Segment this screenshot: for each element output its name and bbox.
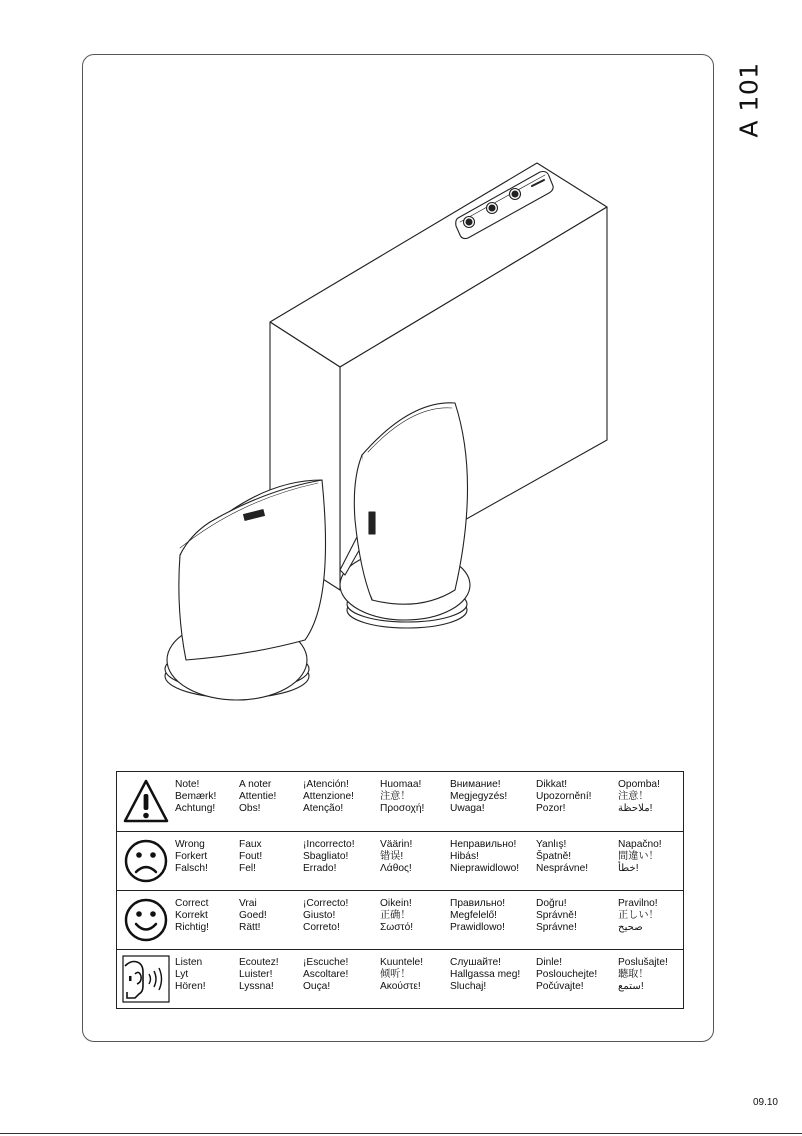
legend-cell: ¡Atención! Attenzione! Atenção! xyxy=(303,779,354,815)
legend-cell: Dinle! Poslouchejte! Počúvajte! xyxy=(536,957,598,993)
safety-legend-table xyxy=(116,771,684,1009)
legend-cell: Ecoutez! Luister! Lyssna! xyxy=(239,957,279,993)
legend-cell: Внимание! Megjegyzés! Uwaga! xyxy=(450,779,508,815)
left-speaker xyxy=(165,480,326,700)
legend-cell: Faux Fout! Fel! xyxy=(239,839,263,875)
legend-cell: Vrai Goed! Rätt! xyxy=(239,898,267,934)
legend-cell: Dikkat! Upozornění! Pozor! xyxy=(536,779,592,815)
legend-cell: Слушайте! Hallgassa meg! Sluchaj! xyxy=(450,957,521,993)
legend-row-wrong xyxy=(117,831,683,891)
legend-cell: Pravilno! 正しい！ صحيح xyxy=(618,898,659,934)
legend-cell: Opomba! 注意！ ملاحظة! xyxy=(618,779,660,815)
model-code-label: A 101 xyxy=(734,62,764,138)
warning-triangle-icon xyxy=(121,776,171,826)
legend-cell: A noter Attentie! Obs! xyxy=(239,779,277,815)
legend-cell: ¡Correcto! Giusto! Correto! xyxy=(303,898,349,934)
listen-ear-icon xyxy=(121,954,171,1004)
footer-date-code: 09.10 xyxy=(752,1097,778,1108)
legend-cell: Yanlış! Špatně! Nesprávne! xyxy=(536,839,589,875)
legend-cell: Väärin! 错误! Λάθος! xyxy=(380,839,413,875)
happy-face-icon xyxy=(121,895,171,945)
legend-row-listen xyxy=(117,949,683,1009)
legend-cell: Правильно! Megfelelő! Prawidlowo! xyxy=(450,898,506,934)
legend-cell: Napačno! 間違い！ خطأ! xyxy=(618,839,662,875)
legend-cell: ¡Escuche! Ascoltare! Ouça! xyxy=(303,957,349,993)
legend-cell: Correct Korrekt Richtig! xyxy=(175,898,209,934)
legend-cell: Неправильно! Hibás! Nieprawidlowo! xyxy=(450,839,520,875)
legend-cell: Wrong Forkert Falsch! xyxy=(175,839,208,875)
legend-row-correct xyxy=(117,890,683,950)
legend-cell: ¡Incorrecto! Sbagliato! Errado! xyxy=(303,839,355,875)
legend-cell: Kuuntele! 倾听！ Ακούστε! xyxy=(380,957,424,993)
legend-row-note xyxy=(117,772,683,831)
page-bottom-rule xyxy=(0,1133,802,1134)
legend-cell: Note! Bemærk! Achtung! xyxy=(175,779,217,815)
legend-cell: Oikein! 正确！ Σωστό! xyxy=(380,898,414,934)
sad-face-icon xyxy=(121,836,171,886)
legend-cell: Doğru! Správně! Správne! xyxy=(536,898,577,934)
legend-cell: Huomaa! 注意！ Προσοχή! xyxy=(380,779,425,815)
legend-cell: Listen Lyt Hören! xyxy=(175,957,206,993)
legend-cell: Poslušajte! 聽取！ ستمع! xyxy=(618,957,668,993)
product-illustration xyxy=(150,150,630,720)
